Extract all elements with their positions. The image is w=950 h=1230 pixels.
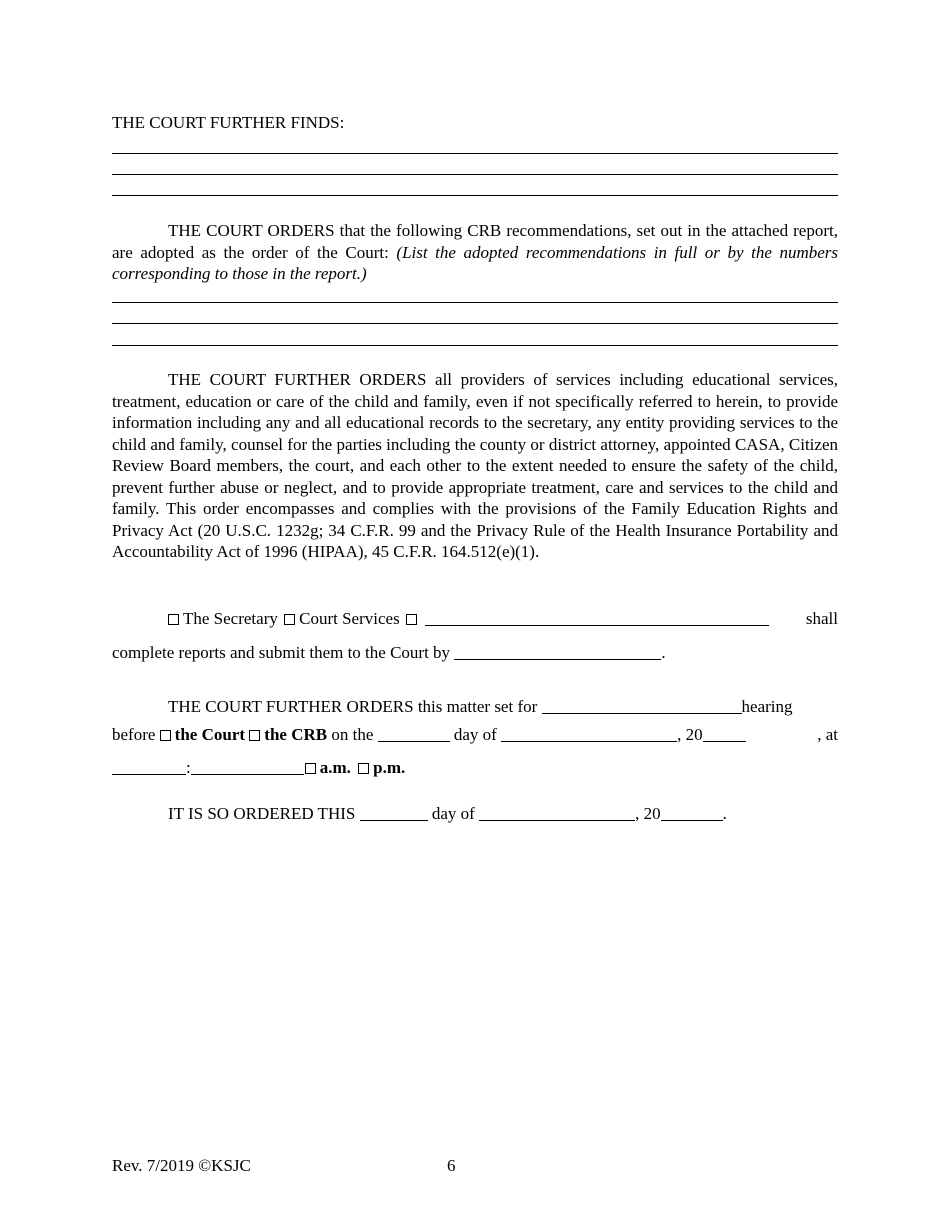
pm-checkbox[interactable] xyxy=(358,763,369,774)
so-ordered-lead: IT IS SO ORDERED THIS xyxy=(168,804,356,823)
so-ordered-period: . xyxy=(722,804,727,823)
crb-checkbox[interactable] xyxy=(249,730,260,741)
court-services-label: Court Services xyxy=(299,609,400,628)
hearing-before: before xyxy=(112,725,156,744)
footer-page-number: 6 xyxy=(447,1156,456,1175)
hearing-hour-field[interactable] xyxy=(112,760,186,775)
findings-blank-line-3[interactable] xyxy=(112,195,838,196)
hearing-word: hearing xyxy=(741,697,793,716)
hearing-line-3 xyxy=(112,757,838,778)
orders-lead: THE COURT ORDERS xyxy=(168,221,335,240)
orders-instruction: (List the adopted recommendations in full or by the numbers corresponding to those in the report.) xyxy=(112,242,839,283)
so-ordered-comma-20: , 20 xyxy=(635,804,661,823)
secretary-checkbox[interactable] xyxy=(168,614,179,625)
reports-due-date-field[interactable] xyxy=(454,645,661,660)
reports-line-1 xyxy=(112,608,838,629)
hearing-line-1 xyxy=(112,696,838,717)
so-ordered-month-field[interactable] xyxy=(479,806,635,821)
hearing-comma-at: , at xyxy=(817,725,838,744)
am-checkbox[interactable] xyxy=(305,763,316,774)
hearing-day-field[interactable] xyxy=(378,727,450,742)
findings-heading: THE COURT FURTHER FINDS: xyxy=(112,113,345,132)
hearing-on-the: on the xyxy=(331,725,374,744)
hearing-type-field[interactable] xyxy=(542,699,742,714)
further-orders-paragraph: THE COURT FURTHER ORDERS all providers of services including educational services, treatment, education or care of the child and family, even if not specifically referred to herein, to provide information including any and all educational records to the secretary, any entity providing services to the child and family, counsel for the parties including the county or district attorney, appointed CASA, Citizen Review Board members, the court, and each other to the extent needed to ensure the safety of the child, prevent further abuse or neglect, and to provide appropriate treatment, care and services to the child and family. This order encompasses and complies with the provisions of the Family Education Rights and Privacy Act (20 U.S.C. 1232g; 34 C.F.R. 99 and the Privacy Rule of the Health Insurance Portability and Accountability Act of 1996 (HIPAA), 45 C.F.R. 164.512(e)(1). xyxy=(112,370,838,561)
hearing-line-2 xyxy=(112,724,838,745)
so-ordered-day-field[interactable] xyxy=(360,806,428,821)
reports-line-2 xyxy=(112,642,838,663)
so-ordered-year-field[interactable] xyxy=(661,806,723,821)
orders-paragraph xyxy=(112,220,838,285)
secretary-label: The Secretary xyxy=(183,609,278,628)
reports-period: . xyxy=(661,643,666,662)
hearing-day-of: day of xyxy=(453,725,497,744)
hearing-minute-field[interactable] xyxy=(191,760,304,775)
hearing-comma-20: , 20 xyxy=(677,725,703,744)
orders-blank-line-1[interactable] xyxy=(112,302,838,303)
orders-blank-line-2[interactable] xyxy=(112,323,838,324)
hearing-lead: THE COURT FURTHER ORDERS this matter set for xyxy=(168,697,538,716)
court-services-checkbox[interactable] xyxy=(284,614,295,625)
other-provider-checkbox[interactable] xyxy=(406,614,417,625)
reports-submit-text: complete reports and submit them to the Court by xyxy=(112,643,451,662)
orders-blank-line-3[interactable] xyxy=(112,345,838,346)
so-ordered-line xyxy=(112,803,838,824)
footer-revision: Rev. 7/2019 ©KSJC xyxy=(112,1156,251,1175)
other-provider-field[interactable] xyxy=(425,611,769,626)
so-ordered-day-of: day of xyxy=(431,804,475,823)
am-label: a.m. xyxy=(319,758,351,777)
pm-label: p.m. xyxy=(373,758,406,777)
shall-text: shall xyxy=(805,609,838,628)
findings-blank-line-2[interactable] xyxy=(112,174,838,175)
hearing-month-field[interactable] xyxy=(501,727,677,742)
court-checkbox[interactable] xyxy=(160,730,171,741)
court-label: the Court xyxy=(174,725,246,744)
crb-label: the CRB xyxy=(264,725,328,744)
hearing-year-field[interactable] xyxy=(703,727,746,742)
orders-text: that the following CRB recommendations, set out in the attached report, are adopted as the order of the Court: xyxy=(112,221,838,262)
findings-blank-line-1[interactable] xyxy=(112,153,838,154)
hearing-colon: : xyxy=(186,758,191,777)
